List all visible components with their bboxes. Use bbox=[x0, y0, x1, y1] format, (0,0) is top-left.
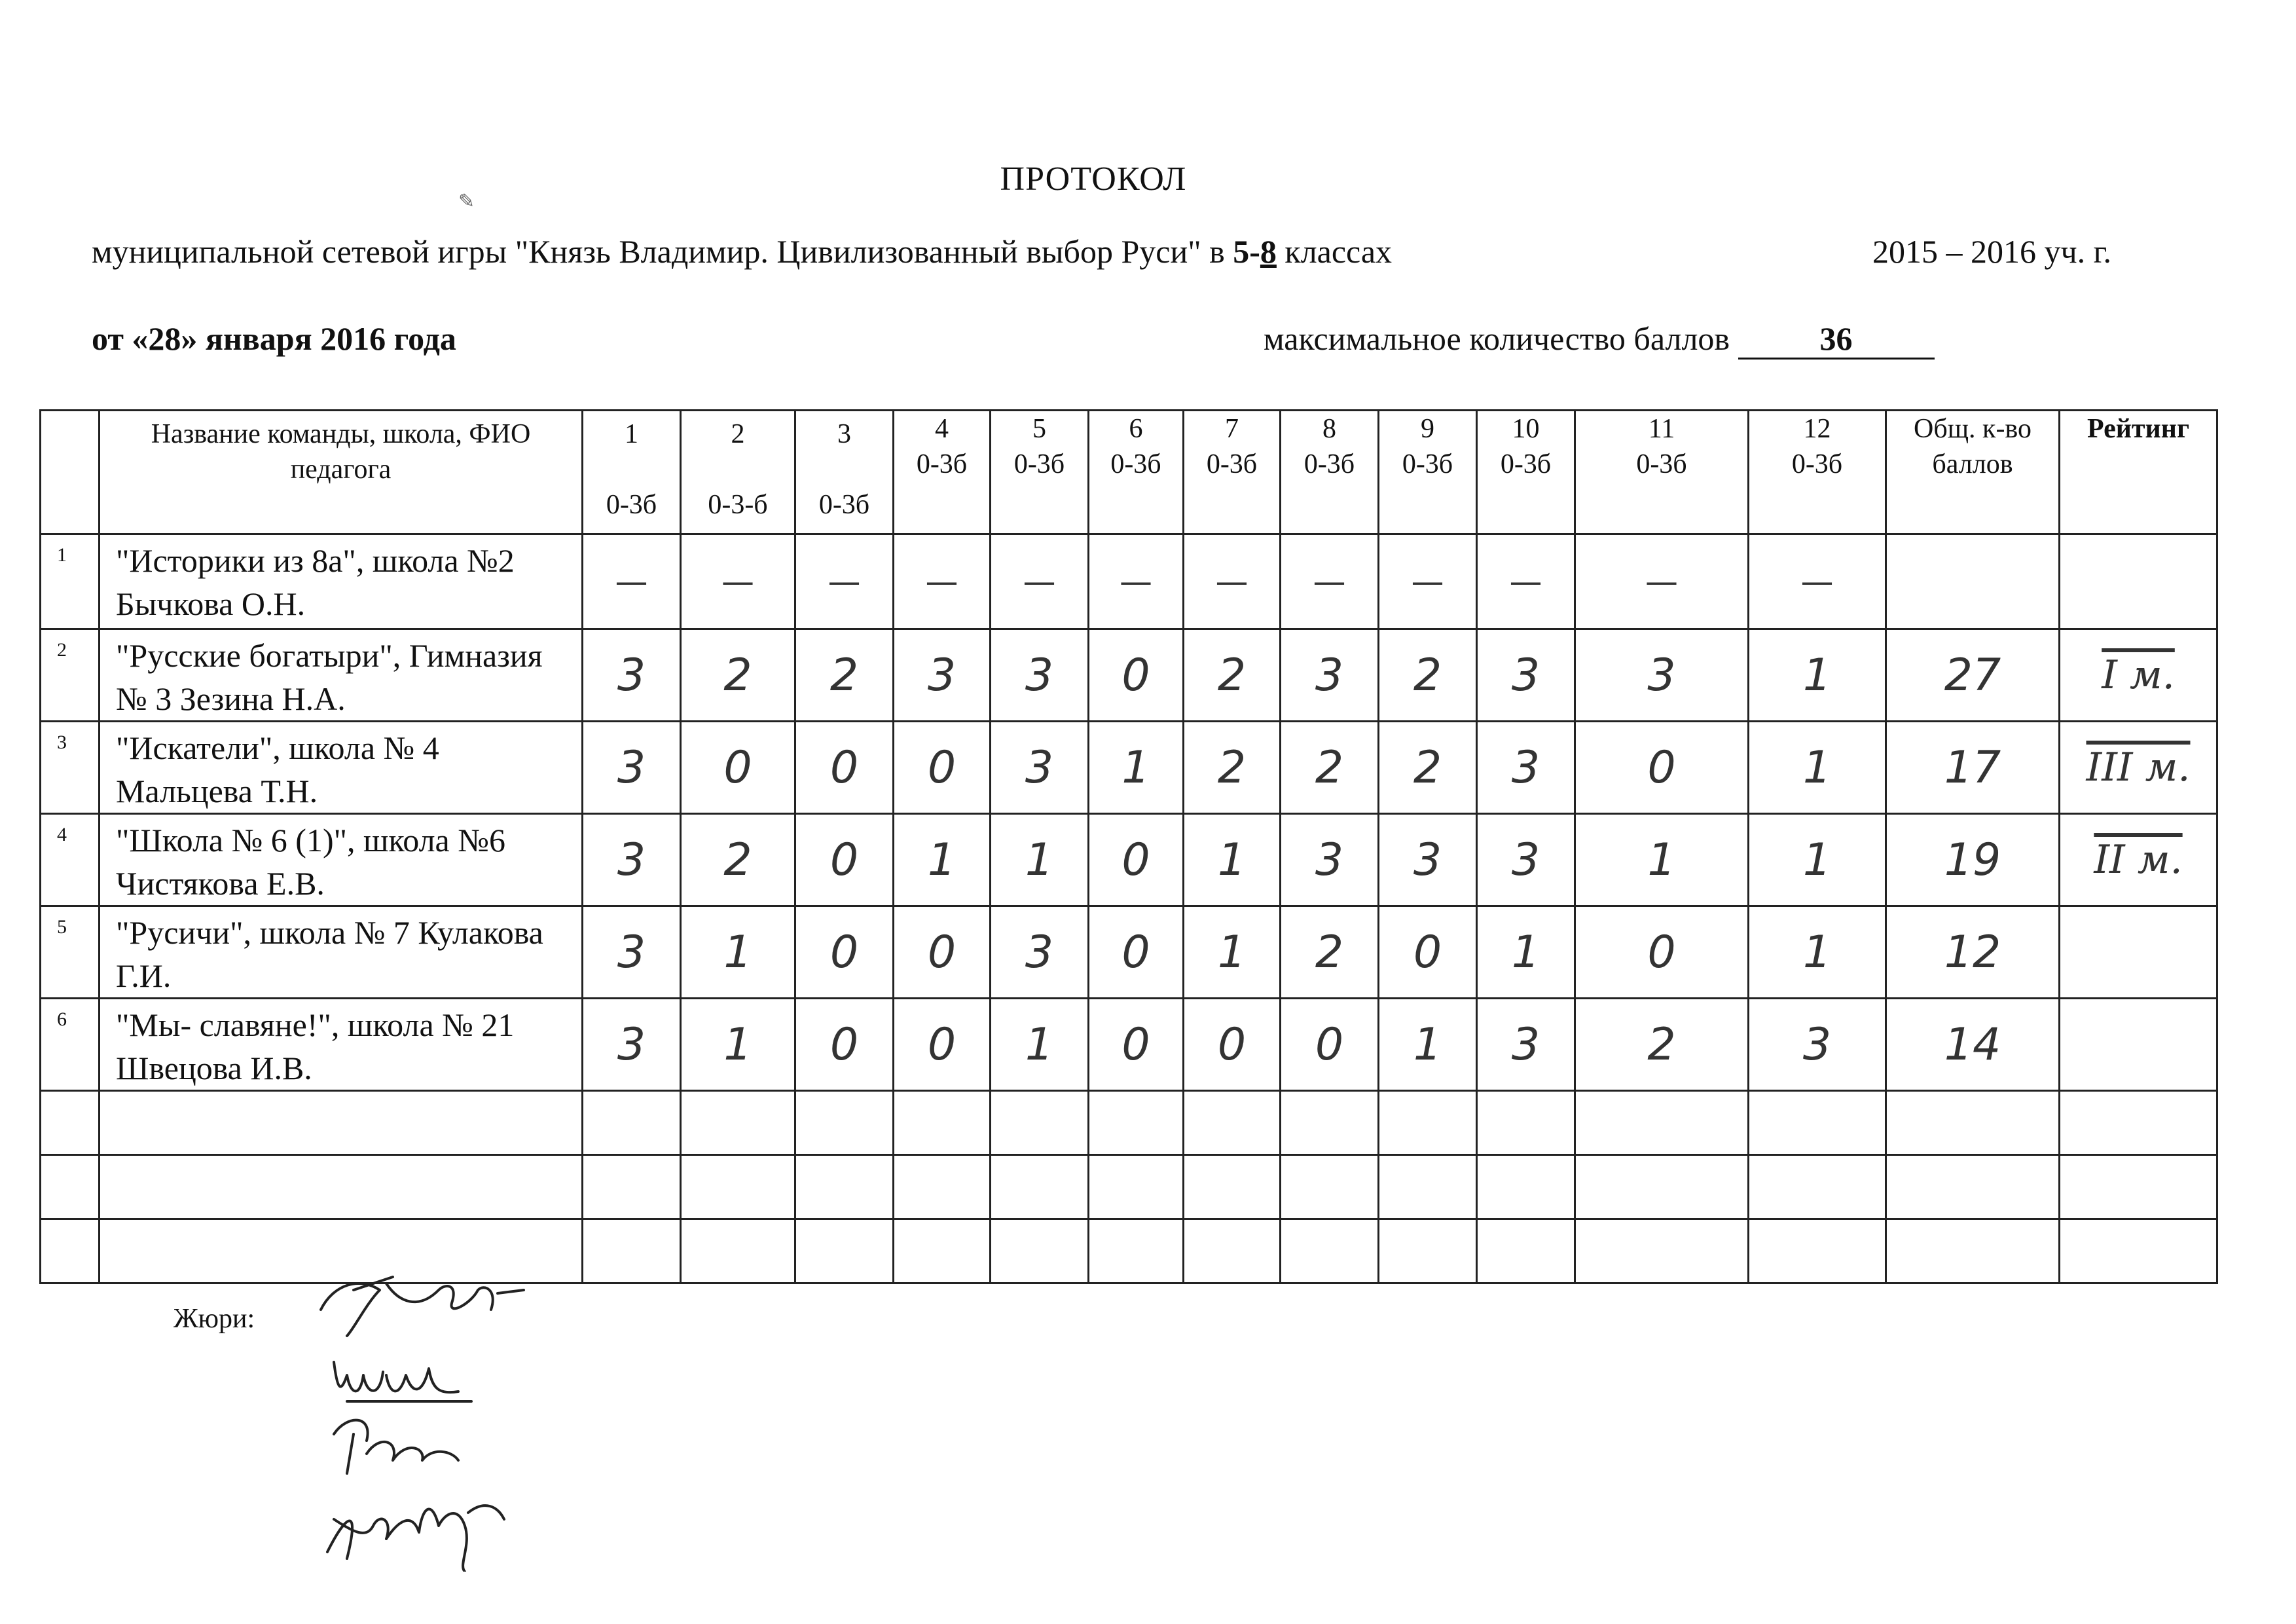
table-row bbox=[41, 629, 2217, 722]
score-q12: 1 bbox=[1749, 629, 1886, 722]
team-cell: "Русичи", школа № 7 Кулакова Г.И. bbox=[100, 906, 583, 999]
score-q12: 3 bbox=[1749, 999, 1886, 1091]
score-q3: 0 bbox=[795, 999, 894, 1091]
score-q1: 3 bbox=[583, 722, 681, 814]
rating-place: I м. bbox=[2060, 629, 2217, 722]
score-q12: — bbox=[1749, 534, 1886, 629]
score-q5: 1 bbox=[991, 814, 1089, 906]
score-q4: 0 bbox=[894, 722, 991, 814]
score-q7: — bbox=[1184, 534, 1281, 629]
row-number: 4 bbox=[41, 814, 100, 906]
row-number: 6 bbox=[41, 999, 100, 1091]
team-cell: "Историки из 8а", школа №2 Бычкова О.Н. bbox=[100, 534, 583, 629]
empty-cell bbox=[1379, 1091, 1477, 1155]
empty-cell bbox=[100, 1091, 583, 1155]
score-q11: — bbox=[1575, 534, 1749, 629]
header-q1: 1 0-3б bbox=[583, 411, 681, 534]
empty-cell bbox=[1184, 1219, 1281, 1283]
score-q5: 3 bbox=[991, 629, 1089, 722]
empty-cell bbox=[1477, 1219, 1575, 1283]
empty-row bbox=[41, 1091, 2217, 1155]
table-row bbox=[41, 534, 2217, 629]
jury-label: Жюри: bbox=[173, 1304, 255, 1334]
header-q3: 3 0-3б bbox=[795, 411, 894, 534]
score-q10: 1 bbox=[1477, 906, 1575, 999]
empty-cell bbox=[1886, 1155, 2060, 1219]
empty-cell bbox=[795, 1091, 894, 1155]
score-q10: 3 bbox=[1477, 814, 1575, 906]
score-q4: — bbox=[894, 534, 991, 629]
score-q11: 1 bbox=[1575, 814, 1749, 906]
empty-cell bbox=[2060, 1219, 2217, 1283]
header-q5: 5 0-3б bbox=[991, 411, 1089, 534]
score-q6: — bbox=[1089, 534, 1184, 629]
score-q12: 1 bbox=[1749, 722, 1886, 814]
score-q8: 0 bbox=[1281, 999, 1379, 1091]
score-q3: 2 bbox=[795, 629, 894, 722]
team-cell: "Школа № 6 (1)", школа №6 Чистякова Е.В. bbox=[100, 814, 583, 906]
header-q4: 4 0-3б bbox=[894, 411, 991, 534]
score-q10: 3 bbox=[1477, 999, 1575, 1091]
total-score bbox=[1886, 534, 2060, 629]
score-q12: 1 bbox=[1749, 814, 1886, 906]
score-q1: 3 bbox=[583, 906, 681, 999]
score-q7: 1 bbox=[1184, 814, 1281, 906]
empty-cell bbox=[1281, 1155, 1379, 1219]
row-number: 3 bbox=[41, 722, 100, 814]
results-table bbox=[39, 409, 2218, 1284]
empty-cell bbox=[41, 1155, 100, 1219]
score-q2: 1 bbox=[681, 999, 795, 1091]
score-q4: 3 bbox=[894, 629, 991, 722]
empty-cell bbox=[795, 1155, 894, 1219]
empty-cell bbox=[1886, 1219, 2060, 1283]
score-q5: 1 bbox=[991, 999, 1089, 1091]
score-q5: — bbox=[991, 534, 1089, 629]
header-q7: 7 0-3б bbox=[1184, 411, 1281, 534]
score-q2: 2 bbox=[681, 814, 795, 906]
score-q6: 1 bbox=[1089, 722, 1184, 814]
score-q9: 2 bbox=[1379, 722, 1477, 814]
subtitle-suffix: классах bbox=[1276, 233, 1393, 270]
empty-cell bbox=[1379, 1219, 1477, 1283]
empty-cell bbox=[1477, 1091, 1575, 1155]
total-score: 14 bbox=[1886, 999, 2060, 1091]
rating-place bbox=[2060, 534, 2217, 629]
grades-end: 8 bbox=[1260, 233, 1277, 270]
header-q9: 9 0-3б bbox=[1379, 411, 1477, 534]
score-q3: 0 bbox=[795, 814, 894, 906]
empty-cell bbox=[1089, 1155, 1184, 1219]
empty-cell bbox=[681, 1155, 795, 1219]
score-q7: 0 bbox=[1184, 999, 1281, 1091]
empty-cell bbox=[1184, 1091, 1281, 1155]
empty-cell bbox=[894, 1219, 991, 1283]
empty-cell bbox=[583, 1219, 681, 1283]
rating-place bbox=[2060, 906, 2217, 999]
score-q5: 3 bbox=[991, 722, 1089, 814]
score-q1: 3 bbox=[583, 629, 681, 722]
score-q8: 2 bbox=[1281, 906, 1379, 999]
score-q5: 3 bbox=[991, 906, 1089, 999]
score-q4: 1 bbox=[894, 814, 991, 906]
header-q2: 2 0-3-б bbox=[681, 411, 795, 534]
score-q2: 0 bbox=[681, 722, 795, 814]
score-q3: 0 bbox=[795, 906, 894, 999]
header-q12: 12 0-3б bbox=[1749, 411, 1886, 534]
table-row bbox=[41, 906, 2217, 999]
max-score-value: 36 bbox=[1738, 320, 1935, 360]
score-q9: 0 bbox=[1379, 906, 1477, 999]
score-q4: 0 bbox=[894, 999, 991, 1091]
empty-cell bbox=[1379, 1155, 1477, 1219]
score-q1: 3 bbox=[583, 999, 681, 1091]
total-score: 27 bbox=[1886, 629, 2060, 722]
empty-cell bbox=[1184, 1155, 1281, 1219]
empty-cell bbox=[894, 1155, 991, 1219]
score-q8: 2 bbox=[1281, 722, 1379, 814]
empty-cell bbox=[1477, 1155, 1575, 1219]
score-q6: 0 bbox=[1089, 999, 1184, 1091]
header-q6: 6 0-3б bbox=[1089, 411, 1184, 534]
score-q11: 0 bbox=[1575, 722, 1749, 814]
score-q10: 3 bbox=[1477, 722, 1575, 814]
empty-cell bbox=[991, 1091, 1089, 1155]
empty-cell bbox=[1089, 1091, 1184, 1155]
empty-cell bbox=[1749, 1155, 1886, 1219]
empty-cell bbox=[681, 1091, 795, 1155]
header-team: Название команды, школа, ФИО педагога bbox=[100, 411, 583, 534]
score-q2: 1 bbox=[681, 906, 795, 999]
jury-signatures bbox=[308, 1264, 543, 1572]
empty-cell bbox=[681, 1219, 795, 1283]
score-q1: — bbox=[583, 534, 681, 629]
score-q6: 0 bbox=[1089, 906, 1184, 999]
empty-cell bbox=[894, 1091, 991, 1155]
score-q11: 2 bbox=[1575, 999, 1749, 1091]
rating-place: II м. bbox=[2060, 814, 2217, 906]
empty-cell bbox=[2060, 1155, 2217, 1219]
header-q8: 8 0-3б bbox=[1281, 411, 1379, 534]
team-cell: "Мы- славяне!", школа № 21 Швецова И.В. bbox=[100, 999, 583, 1091]
document-subtitle bbox=[92, 232, 1392, 270]
empty-cell bbox=[1575, 1219, 1749, 1283]
document-title: ПРОТОКОЛ bbox=[1000, 160, 1187, 198]
grades-start: 5- bbox=[1233, 233, 1260, 270]
header-q10: 10 0-3б bbox=[1477, 411, 1575, 534]
empty-cell bbox=[1749, 1091, 1886, 1155]
empty-cell bbox=[991, 1155, 1089, 1219]
academic-year: 2015 – 2016 уч. г. bbox=[1872, 233, 2112, 270]
empty-cell bbox=[1886, 1091, 2060, 1155]
empty-cell bbox=[41, 1219, 100, 1283]
score-q9: 3 bbox=[1379, 814, 1477, 906]
row-number: 5 bbox=[41, 906, 100, 999]
empty-cell bbox=[1749, 1219, 1886, 1283]
max-score-label: максимальное количество баллов bbox=[1264, 320, 1738, 357]
empty-cell bbox=[583, 1155, 681, 1219]
score-q8: 3 bbox=[1281, 629, 1379, 722]
table-row bbox=[41, 722, 2217, 814]
score-q8: 3 bbox=[1281, 814, 1379, 906]
score-q2: — bbox=[681, 534, 795, 629]
score-q9: — bbox=[1379, 534, 1477, 629]
team-cell: "Русские богатыри", Гимназия № 3 Зезина Н.А. bbox=[100, 629, 583, 722]
scan-speck: ✎ bbox=[458, 191, 475, 212]
protocol-date: от «28» января 2016 года bbox=[92, 320, 456, 357]
score-q4: 0 bbox=[894, 906, 991, 999]
empty-cell bbox=[583, 1091, 681, 1155]
empty-cell bbox=[991, 1219, 1089, 1283]
row-number: 2 bbox=[41, 629, 100, 722]
empty-cell bbox=[795, 1219, 894, 1283]
empty-row bbox=[41, 1155, 2217, 1219]
empty-cell bbox=[1089, 1219, 1184, 1283]
row-number: 1 bbox=[41, 534, 100, 629]
header-row bbox=[41, 411, 2217, 534]
score-q8: — bbox=[1281, 534, 1379, 629]
total-score: 17 bbox=[1886, 722, 2060, 814]
score-q3: — bbox=[795, 534, 894, 629]
empty-cell bbox=[2060, 1091, 2217, 1155]
subtitle-text: муниципальной сетевой игры "Князь Владимир. Цивилизованный выбор Руси" в bbox=[92, 233, 1233, 270]
score-q11: 0 bbox=[1575, 906, 1749, 999]
empty-cell bbox=[1281, 1219, 1379, 1283]
table-row bbox=[41, 814, 2217, 906]
rating-place: III м. bbox=[2060, 722, 2217, 814]
score-q7: 2 bbox=[1184, 629, 1281, 722]
header-total: Общ. к-во баллов bbox=[1886, 411, 2060, 534]
score-q6: 0 bbox=[1089, 629, 1184, 722]
total-score: 12 bbox=[1886, 906, 2060, 999]
total-score: 19 bbox=[1886, 814, 2060, 906]
header-q11: 11 0-3б bbox=[1575, 411, 1749, 534]
score-q6: 0 bbox=[1089, 814, 1184, 906]
score-q3: 0 bbox=[795, 722, 894, 814]
header-number bbox=[41, 411, 100, 534]
header-rating: Рейтинг bbox=[2060, 411, 2217, 534]
table-row bbox=[41, 999, 2217, 1091]
empty-cell bbox=[1575, 1091, 1749, 1155]
table-body bbox=[41, 534, 2217, 1283]
empty-cell bbox=[1575, 1155, 1749, 1219]
team-cell: "Искатели", школа № 4 Мальцева Т.Н. bbox=[100, 722, 583, 814]
score-q10: — bbox=[1477, 534, 1575, 629]
score-q10: 3 bbox=[1477, 629, 1575, 722]
score-q12: 1 bbox=[1749, 906, 1886, 999]
empty-cell bbox=[41, 1091, 100, 1155]
rating-place bbox=[2060, 999, 2217, 1091]
score-q1: 3 bbox=[583, 814, 681, 906]
score-q7: 1 bbox=[1184, 906, 1281, 999]
max-score bbox=[1264, 320, 1935, 360]
score-q9: 1 bbox=[1379, 999, 1477, 1091]
empty-cell bbox=[1281, 1091, 1379, 1155]
empty-cell bbox=[100, 1155, 583, 1219]
score-q11: 3 bbox=[1575, 629, 1749, 722]
score-q7: 2 bbox=[1184, 722, 1281, 814]
score-q9: 2 bbox=[1379, 629, 1477, 722]
score-q2: 2 bbox=[681, 629, 795, 722]
